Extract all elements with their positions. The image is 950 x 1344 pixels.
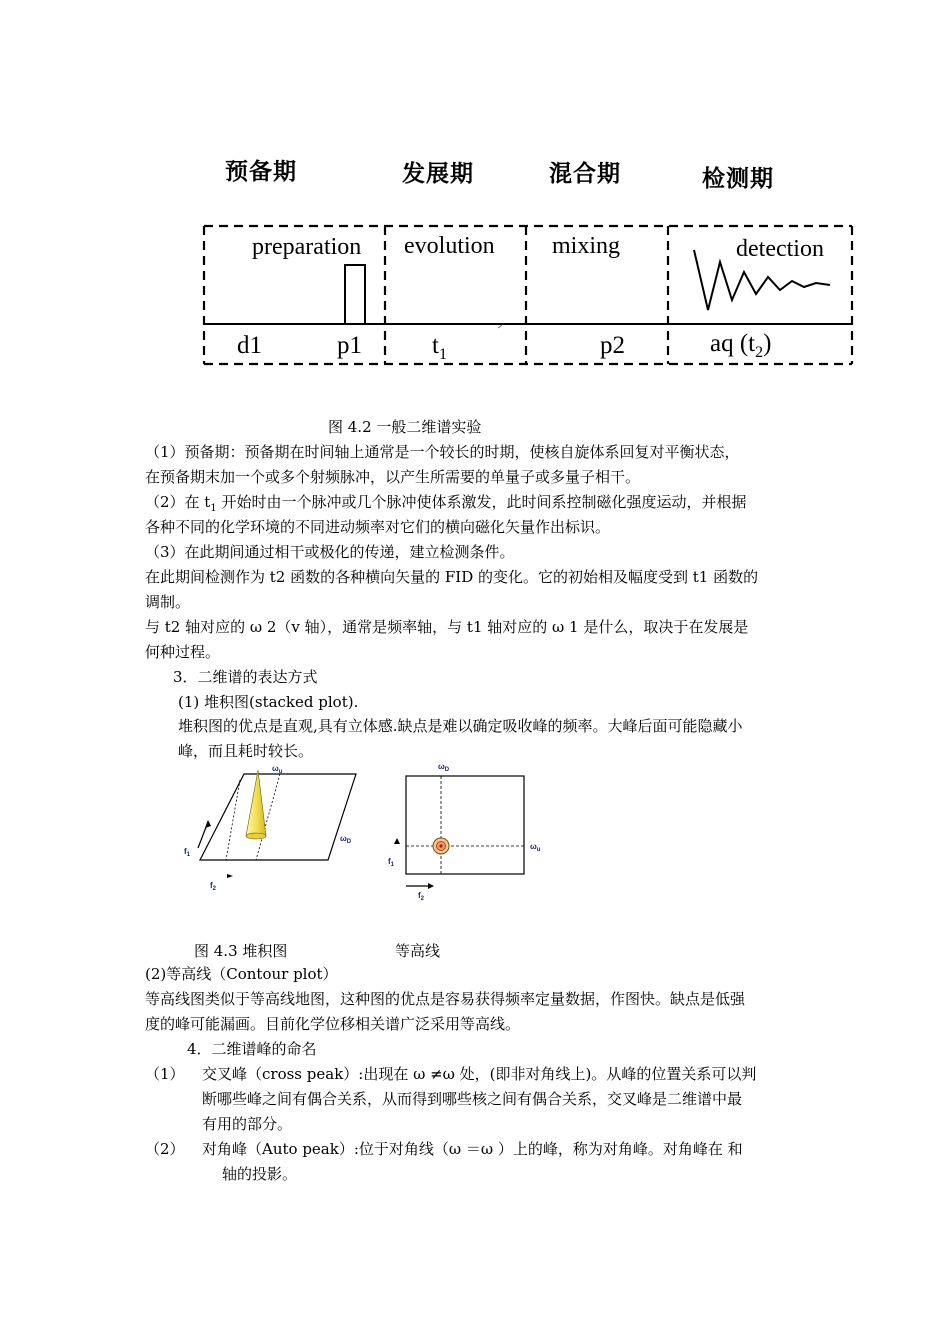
para-2-line-a: （2）在 $t_1$ 开始时由一个脉冲或几个脉冲使体系激发，此时间系控制磁化强度运动，并根据 [145, 493, 747, 514]
section-3-item-1: (1) 堆积图(stacked plot). [178, 693, 359, 711]
p1-pulse [345, 265, 365, 324]
section-4-item-2-number: （2） [145, 1140, 185, 1158]
label-t1: $t_1$ [432, 332, 447, 363]
para-2-line-b: 各种不同的化学环境的不同进动频率对它们的横向磁化矢量作出标识。 [145, 518, 611, 536]
para-4-line-b: 调制。 [145, 593, 191, 611]
label-p1: p1 [337, 332, 362, 359]
contour-f2-label: $f_2$ [418, 891, 425, 902]
figure-4-3-caption-left: 图 4.3 堆积图 [194, 942, 288, 960]
stacked-f2-label: $f_2$ [210, 881, 217, 892]
section-3-heading: 3．二维谱的表达方式 [173, 668, 318, 686]
section-4-item-1-line-c: 有用的部分。 [202, 1115, 293, 1133]
section-3-item-2-desc-b: 度的峰可能漏画。目前化学位移相关谱广泛采用等高线。 [145, 1015, 521, 1033]
section-3-item-2: (2)等高线（Contour plot） [145, 965, 338, 983]
section-3-item-1-desc-a: 堆积图的优点是直观,具有立体感.缺点是难以确定吸收峰的频率。大峰后面可能隐藏小 [178, 717, 743, 735]
contour-omega-top-label: $\omega_D$ [438, 762, 450, 773]
section-4-item-2-line-a: 对角峰（Auto peak）:位于对角线（ω ＝ω ）上的峰，称为对角峰。对角峰在 和 [202, 1140, 743, 1158]
para-4-line-a: 在此期间检测作为 t2 函数的各种横向矢量的 FID 的变化。它的初始相及幅度受到 t1 函数的 [145, 568, 759, 586]
para-3: （3）在此期间通过相干或极化的传递，建立检测条件。 [145, 543, 515, 561]
figure-4-2-caption: 图 4.2 一般二维谱实验 [328, 418, 482, 436]
segment-label-detection: detection [736, 236, 824, 262]
segment-label-preparation: preparation [252, 234, 362, 260]
para-1-line-a: （1）预备期：预备期在时间轴上通常是一个较长的时期，使核自旋体系回复对平衡状态， [145, 443, 740, 461]
stacked-omega-right-label: $\omega_D$ [340, 834, 352, 845]
section-4-heading: 4．二维谱峰的命名 [187, 1040, 317, 1058]
label-aq: aq $(t_2)$ [710, 330, 772, 361]
stacked-plane [200, 774, 356, 860]
contour-omega-right-label: $\omega_u$ [530, 842, 541, 853]
para-5-line-b: 何种过程。 [145, 643, 221, 661]
pulse-sequence-diagram [0, 0, 950, 400]
contour-plot-figure [382, 756, 552, 906]
figure-4-3-caption-right: 等高线 [395, 942, 441, 960]
stacked-omega-top-label: $\omega_u$ [272, 764, 283, 775]
section-4-item-1-line-a: 交叉峰（cross peak）:出现在 ω ≠ω 处，(即非对角线上)。从峰的位置关系可以判 [202, 1065, 757, 1083]
stacked-peak-cone [246, 770, 266, 836]
para-1-line-b: 在预备期末加一个或多个射频脉冲，以产生所需要的单量子或多量子相干。 [145, 468, 641, 486]
stacked-plot-figure [178, 762, 378, 902]
section-4-item-1-line-b: 断哪些峰之间有偶合关系，从而得到哪些核之间有偶合关系，交叉峰是二维谱中最 [202, 1090, 743, 1108]
para-5-line-a: 与 t2 轴对应的 ω 2（v 轴），通常是频率轴，与 t1 轴对应的 ω 1 是什么，取决于在发展是 [145, 618, 749, 636]
stacked-f1-label: $f_1$ [184, 847, 191, 858]
section-4-item-1-number: （1） [145, 1065, 185, 1083]
phase-title-preparation: 预备期 [225, 159, 297, 185]
label-p2: p2 [600, 332, 625, 359]
section-3-item-2-desc-a: 等高线图类似于等高线地图，这种图的优点是容易获得频率定量数据，作图快。缺点是低强 [145, 990, 746, 1008]
phase-title-evolution: 发展期 [402, 161, 474, 187]
contour-f1-label: $f_1$ [388, 857, 395, 868]
phase-title-detection: 检测期 [702, 166, 774, 192]
contour-frame [406, 776, 524, 874]
segment-label-evolution: evolution [404, 233, 495, 259]
phase-title-mixing: 混合期 [549, 161, 621, 187]
section-3-item-1-desc-b: 峰，而且耗时较长。 [178, 742, 314, 760]
section-4-item-2-line-b: 轴的投影。 [222, 1165, 298, 1183]
segment-label-mixing: mixing [552, 233, 621, 259]
label-d1: d1 [237, 332, 262, 359]
